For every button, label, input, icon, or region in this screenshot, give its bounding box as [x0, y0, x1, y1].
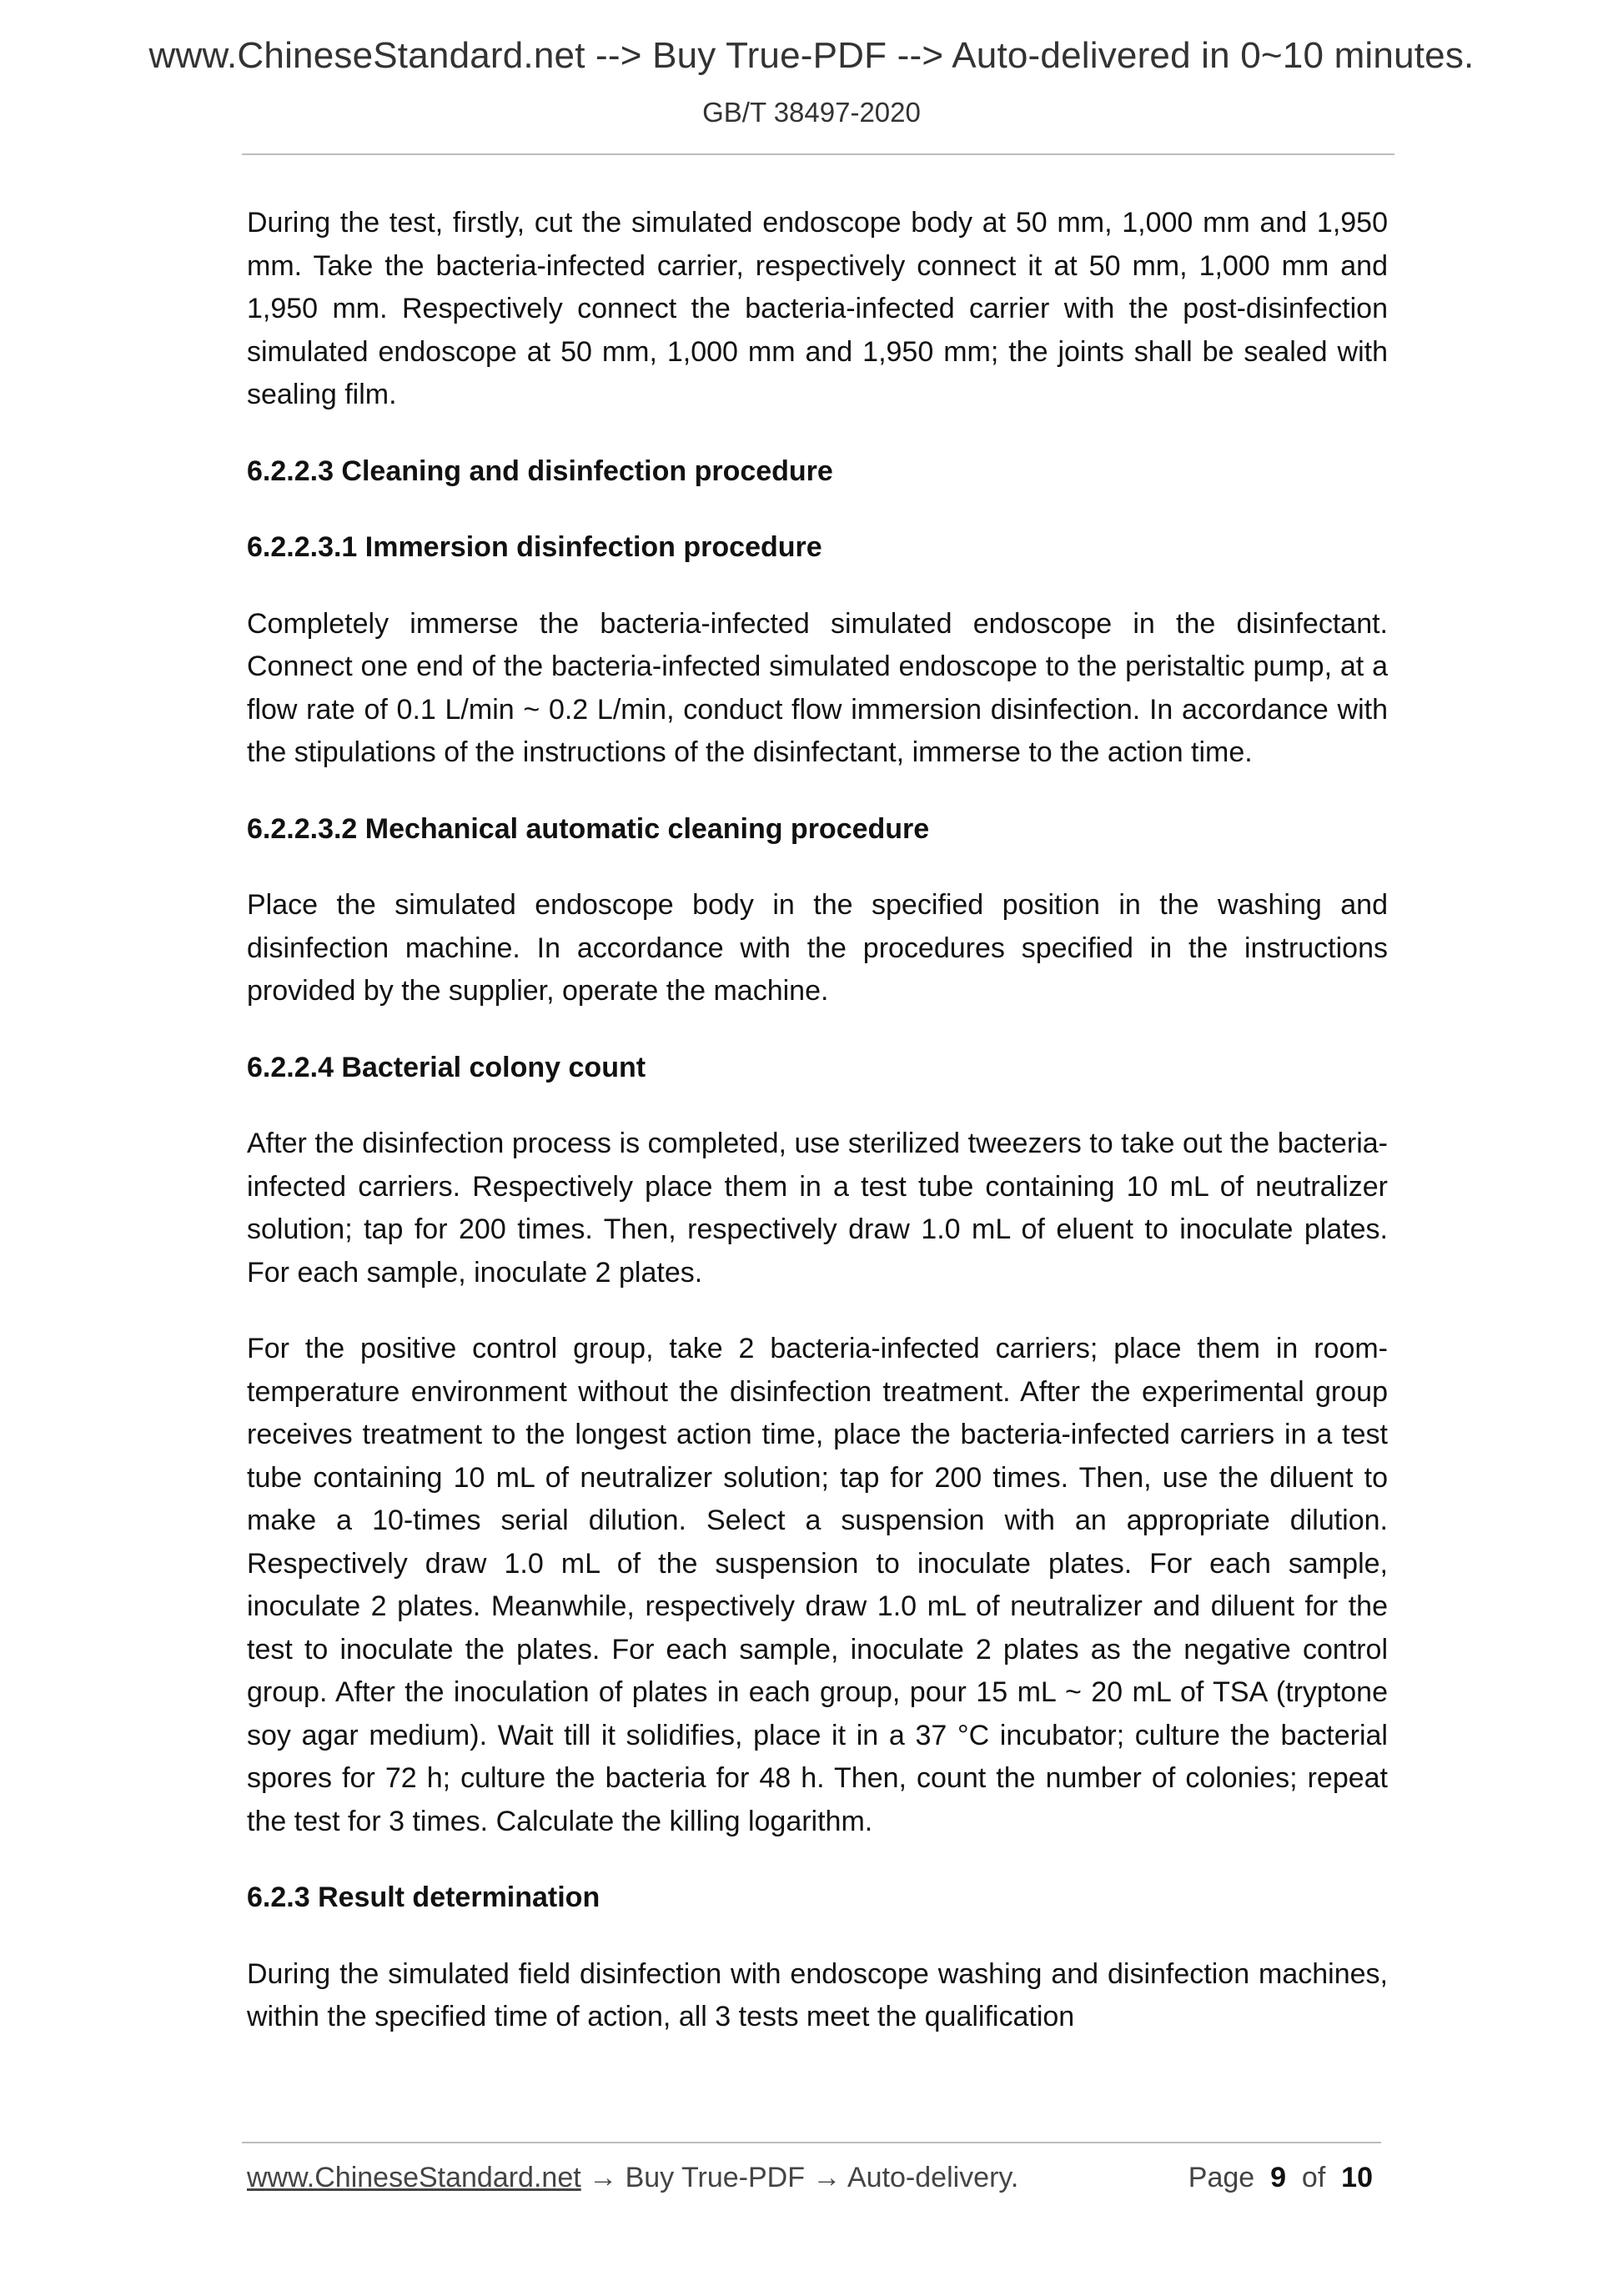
heading-6-2-2-4: 6.2.2.4 Bacterial colony count — [247, 1051, 646, 1083]
heading-6-2-2-3: 6.2.2.3 Cleaning and disinfection procedure — [247, 455, 833, 487]
footer-site-link[interactable]: www.ChineseStandard.net — [247, 2162, 581, 2193]
header-divider — [242, 153, 1394, 155]
of-label: of — [1301, 2162, 1326, 2193]
footer-tagline: → Buy True-PDF → Auto-delivery. — [580, 2162, 1019, 2193]
document-code: GB/T 38497-2020 — [702, 97, 921, 128]
total-pages: 10 — [1341, 2162, 1373, 2193]
heading-6-2-2-3-2: 6.2.2.3.2 Mechanical automatic cleaning procedure — [247, 812, 930, 845]
footer-promo — [247, 2162, 1018, 2194]
heading-6-2-3: 6.2.3 Result determination — [247, 1882, 600, 1913]
page-content — [247, 202, 1388, 2072]
paragraph-mechanical-cleaning: Place the simulated endoscope body in the specified position in the washing and disinfection machine. In accordance with the procedures specified in the instructions provided by the supplier, operate the machine. — [247, 889, 1388, 1007]
footer-divider — [242, 2142, 1381, 2143]
current-page: 9 — [1270, 2162, 1286, 2193]
page-label: Page — [1188, 2162, 1255, 2193]
page-number — [1188, 2162, 1373, 2194]
paragraph-result-determination: During the simulated field disinfection with endoscope washing and disinfection machines, within the specified time of action, all 3 tests meet the qualification — [247, 1957, 1388, 2032]
paragraph-immersion-disinfection: Completely immerse the bacteria-infected simulated endoscope in the disinfectant. Connect one end of the bacteria-infected simulated endoscope to the peristaltic pump, at a flow rate of 0.1 L/min ~ 0.2 L/min, conduct flow immersion disinfection. In accordance with the stipulations of the instructions of the disinfectant, immerse to the action time. — [247, 607, 1388, 768]
paragraph-carrier-connection: During the test, firstly, cut the simulated endoscope body at 50 mm, 1,000 mm and 1,950 mm. Take the bacteria-infected carrier, respectively connect it at 50 mm, 1,000 mm and 1,950 mm. Respectively connect the bacteria-infected carrier with the post-disinfection simulated endoscope at 50 mm, 1,000 mm and 1,950 mm; the joints shall be sealed with sealing film. — [247, 207, 1388, 410]
paragraph-positive-control: For the positive control group, take 2 bacteria-infected carriers; place them in room-temperature environment without the disinfection treatment. After the experimental group receives treatment to the longest action time, place the bacteria-infected carriers in a test tube containing 10 mL of neutralizer solution; tap for 200 times. Then, use the diluent to make a 10-times serial dilution. Select a suspension with an appropriate dilution. Respectively draw 1.0 mL of the suspension to inoculate plates. For each sample, inoculate 2 plates. Meanwhile, respectively draw 1.0 mL of neutralizer and diluent for the test to inoculate the plates. For each sample, inoculate 2 plates as the negative control group. After the inoculation of plates in each group, pour 15 mL ~ 20 mL of TSA (tryptone soy agar medium). Wait till it solidifies, place it in a 37 °C incubator; culture the bacterial spores for 72 h; culture the bacteria for 48 h. Then, count the number of colonies; repeat the test for 3 times. Calculate the killing logarithm. — [247, 1333, 1388, 1837]
site-banner: www.ChineseStandard.net --> Buy True-PDF --> Auto-delivered in 0~10 minutes. — [148, 35, 1475, 76]
paragraph-colony-count: After the disinfection process is completed, use sterilized tweezers to take out the bacteria-infected carriers. Respectively place them in a test tube containing 10 mL of neutralizer solution; tap for 200 times. Then, respectively draw 1.0 mL of eluent to inoculate plates. For each sample, inoculate 2 plates. — [247, 1128, 1388, 1289]
heading-6-2-2-3-1: 6.2.2.3.1 Immersion disinfection procedure — [247, 531, 822, 563]
